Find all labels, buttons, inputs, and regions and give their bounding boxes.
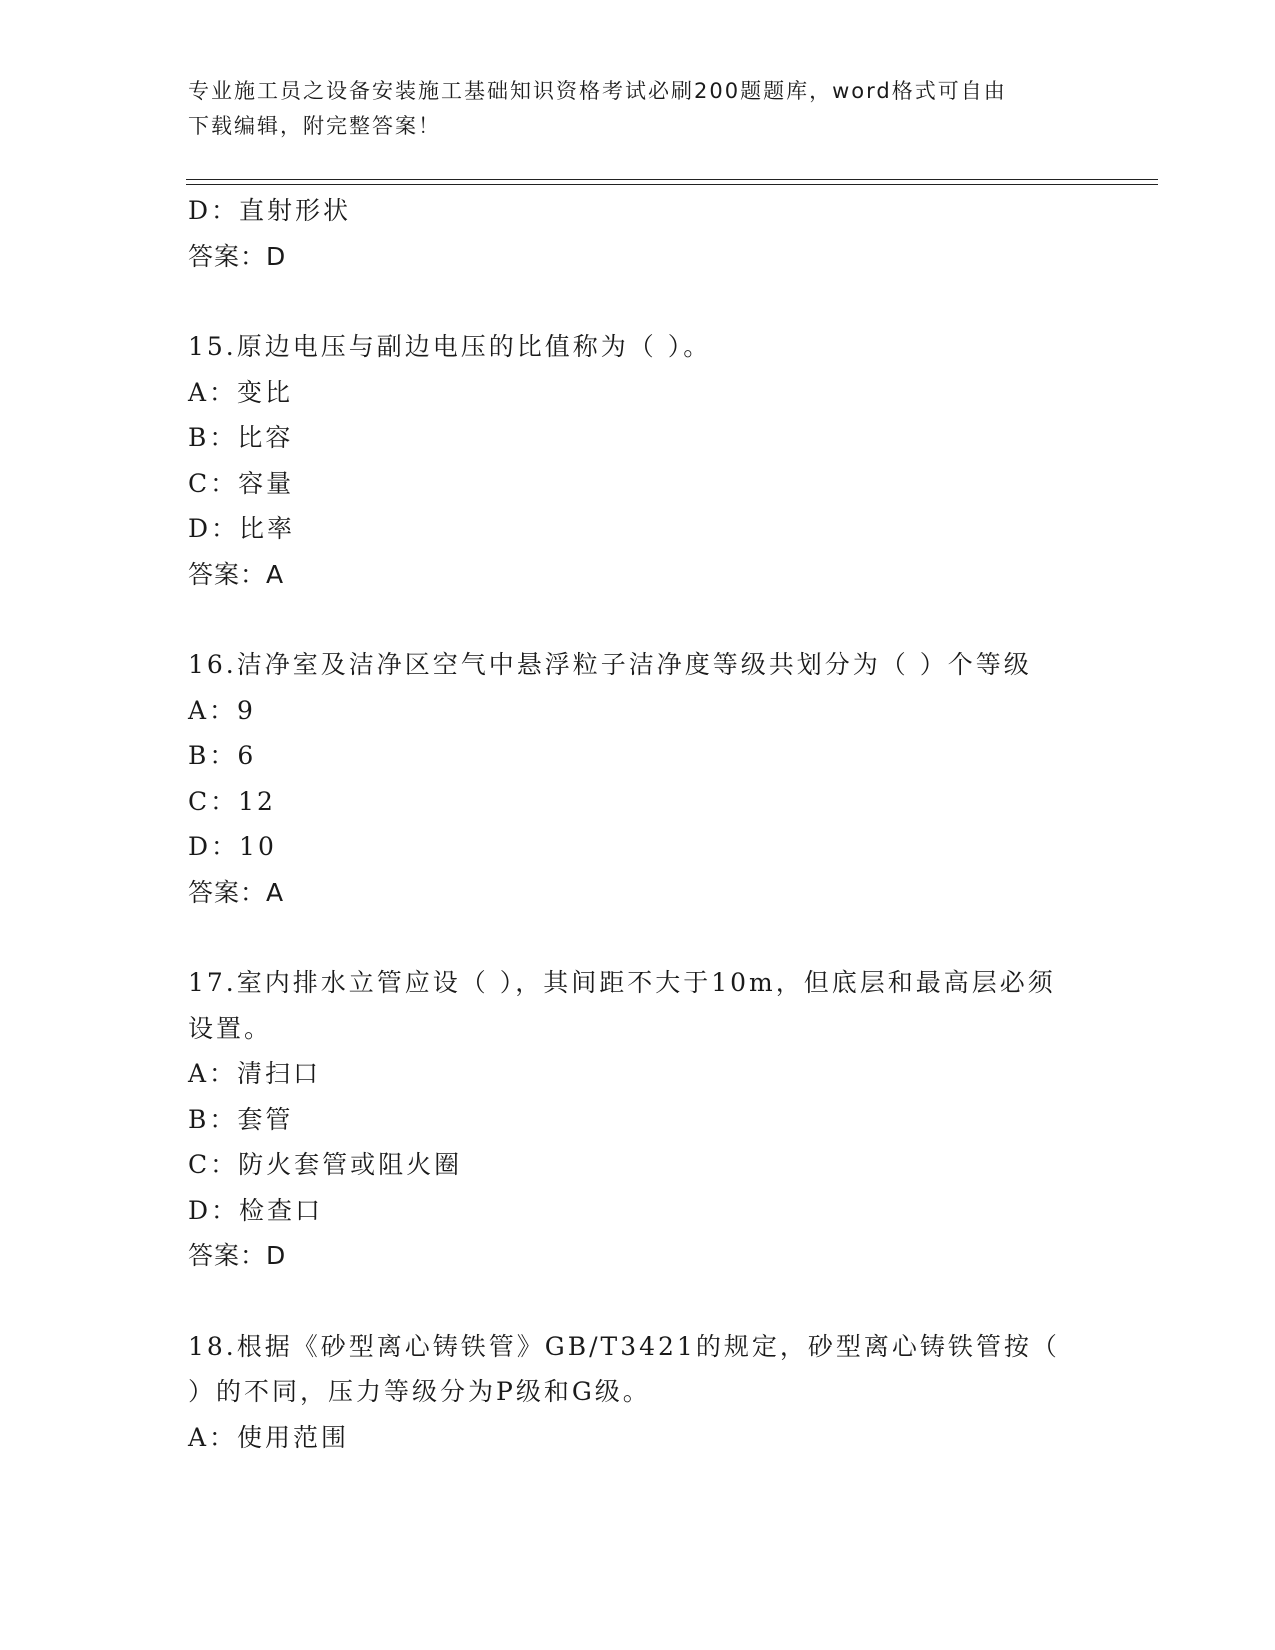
option-a: A：9 xyxy=(188,695,256,725)
option-c: C：容量 xyxy=(188,468,295,498)
option-a: A：变比 xyxy=(188,377,294,407)
header-line-2: 下载编辑，附完整答案！ xyxy=(188,114,441,138)
question-stem-continued: 设置。 xyxy=(188,1013,273,1043)
option-b: B：比容 xyxy=(188,423,294,452)
option-d: D：比率 xyxy=(188,514,296,543)
question-stem: 15.原边电压与副边电压的比值称为（ ）。 xyxy=(188,332,712,361)
option-d: D：10 xyxy=(188,832,277,861)
option-c: C：防火套管或阻火圈 xyxy=(188,1150,463,1179)
option-a: A：使用范围 xyxy=(188,1422,350,1452)
question-15 xyxy=(188,324,1088,597)
question-list xyxy=(188,188,1088,1460)
question-stem: 18.根据《砂型离心铸铁管》GB/T3421的规定，砂型离心铸铁管按（ xyxy=(188,1331,1060,1361)
answer: 答案：A xyxy=(188,877,285,907)
question-stem: 17.室内排水立管应设（ ），其间距不大于10m，但底层和最高层必须 xyxy=(188,968,1056,997)
option-b: B：6 xyxy=(188,741,257,770)
prev-option-d: D：直射形状 xyxy=(188,196,352,225)
header-divider-top xyxy=(186,179,1158,180)
header-divider-bottom xyxy=(186,184,1158,185)
answer: 答案：A xyxy=(188,559,285,589)
question-17 xyxy=(188,960,1088,1279)
prev-answer: 答案：D xyxy=(188,241,287,271)
document-header xyxy=(188,74,1078,144)
question-stem: 16.洁净室及洁净区空气中悬浮粒子洁净度等级共划分为（ ）个等级 xyxy=(188,650,1032,679)
option-a: A：清扫口 xyxy=(188,1059,322,1088)
option-d: D：检查口 xyxy=(188,1195,324,1225)
option-b: B：套管 xyxy=(188,1104,294,1134)
question-18 xyxy=(188,1324,1088,1461)
answer: 答案：D xyxy=(188,1241,287,1270)
header-line-1: 专业施工员之设备安装施工基础知识资格考试必刷200题题库，word格式可自由 xyxy=(188,79,1007,103)
option-c: C：12 xyxy=(188,786,276,816)
question-16 xyxy=(188,642,1088,915)
question-stem-continued: ）的不同，压力等级分为P级和G级。 xyxy=(188,1377,651,1406)
